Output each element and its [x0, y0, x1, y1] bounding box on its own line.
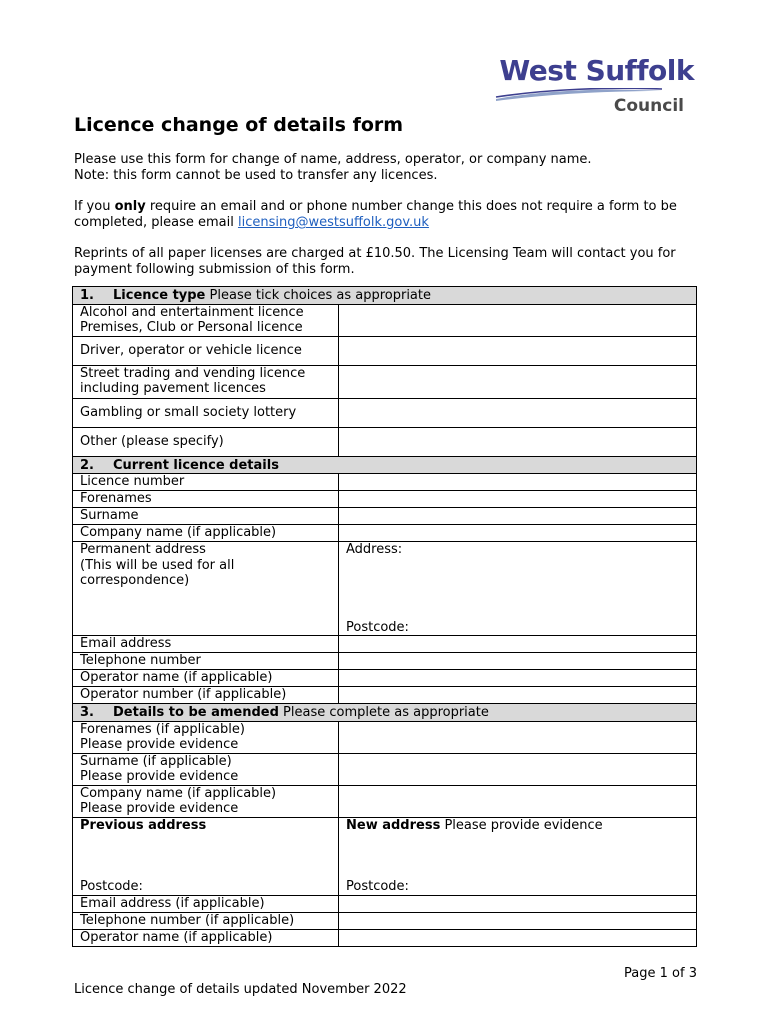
new-telephone-input[interactable]	[339, 912, 697, 929]
field-label: Licence number	[73, 474, 339, 491]
new-email-input[interactable]	[339, 895, 697, 912]
section-1-header	[73, 287, 697, 305]
intro-line-1: Please use this form for change of name, address, operator, or company name.	[74, 152, 592, 167]
new-postcode-label: Postcode:	[346, 879, 409, 894]
permanent-address-note: (This will be used for all correspondence)	[80, 557, 235, 588]
field-label: Telephone number (if applicable)	[73, 912, 339, 929]
section-1-title: Licence type	[113, 288, 206, 303]
amend-label-cell	[73, 785, 339, 817]
field-label: Operator name (if applicable)	[73, 670, 339, 687]
operator-number-input[interactable]	[339, 687, 697, 704]
logo-wordmark: West Suffolk	[499, 54, 694, 87]
field-label: Telephone number	[73, 653, 339, 670]
amend-label-cell	[73, 753, 339, 785]
amend-sublabel: Please provide evidence	[80, 737, 239, 752]
section-2-title: Current licence details	[113, 457, 279, 473]
amend-label: Company name (if applicable)	[80, 785, 277, 801]
field-label: Email address	[73, 636, 339, 653]
intro-paragraph-1	[74, 152, 699, 184]
intro-paragraph-2	[74, 199, 699, 231]
page-number: Page 1 of 3	[624, 966, 697, 981]
previous-address-label: Previous address	[80, 817, 207, 833]
field-label: Company name (if applicable)	[73, 525, 339, 542]
address-label: Address:	[346, 542, 403, 557]
licence-type-label: Street trading and vending licence including pavement licences	[73, 365, 339, 398]
section-3-number: 3.	[80, 705, 94, 720]
field-label: Operator name (if applicable)	[73, 929, 339, 946]
section-1-number: 1.	[80, 288, 94, 303]
new-forenames-input[interactable]	[339, 721, 697, 753]
permanent-address-label: Permanent address	[80, 542, 206, 557]
section-3-header	[73, 704, 697, 722]
page-title: Licence change of details form	[74, 114, 404, 136]
licence-type-tick-street-trading[interactable]	[339, 365, 697, 398]
section-2-number: 2.	[80, 457, 94, 473]
permanent-address-input[interactable]	[339, 542, 697, 636]
amend-sublabel: Please provide evidence	[80, 769, 239, 784]
footer-updated: Licence change of details updated November 2022	[74, 982, 407, 997]
licence-type-tick-gambling[interactable]	[339, 398, 697, 427]
para2-text-mid: require an email and or phone number change this does not require a form to be completed, please email	[74, 199, 677, 230]
licence-change-form-table	[72, 286, 697, 947]
company-name-input[interactable]	[339, 525, 697, 542]
para2-text-start: If you	[74, 199, 115, 214]
new-operator-name-input[interactable]	[339, 929, 697, 946]
section-1-note: Please tick choices as appropriate	[205, 288, 431, 303]
field-label: Surname	[73, 508, 339, 525]
surname-input[interactable]	[339, 508, 697, 525]
licence-type-label: Alcohol and entertainment licence Premises, Club or Personal licence	[73, 304, 339, 336]
new-address-note: Please provide evidence	[440, 817, 603, 833]
amend-sublabel: Please provide evidence	[80, 801, 239, 816]
forenames-input[interactable]	[339, 491, 697, 508]
para2-emphasis: only	[114, 199, 146, 214]
new-surname-input[interactable]	[339, 753, 697, 785]
new-company-name-input[interactable]	[339, 785, 697, 817]
intro-paragraph-3: Reprints of all paper licenses are charged at £10.50. The Licensing Team will contact you for payment following submission of this form.	[74, 246, 676, 277]
licence-type-label: Driver, operator or vehicle licence	[73, 336, 339, 365]
licence-type-tick-driver[interactable]	[339, 336, 697, 365]
section-3-note: Please complete as appropriate	[278, 705, 489, 720]
field-label: Email address (if applicable)	[73, 895, 339, 912]
field-label: Operator number (if applicable)	[73, 687, 339, 704]
amend-label: Surname (if applicable)	[80, 753, 232, 769]
amend-label: Forenames (if applicable)	[80, 721, 245, 737]
section-3-title: Details to be amended	[113, 705, 279, 720]
telephone-input[interactable]	[339, 653, 697, 670]
intro-line-2: Note: this form cannot be used to transfer any licences.	[74, 168, 438, 183]
licence-number-input[interactable]	[339, 474, 697, 491]
amend-label-cell	[73, 721, 339, 753]
field-label: Forenames	[73, 491, 339, 508]
licence-type-other-input[interactable]	[339, 427, 697, 456]
licence-type-tick-alcohol[interactable]	[339, 304, 697, 336]
email-input[interactable]	[339, 636, 697, 653]
licence-type-label: Gambling or small society lottery	[73, 398, 339, 427]
new-address-label: New address	[346, 817, 441, 833]
operator-name-input[interactable]	[339, 670, 697, 687]
licensing-email-link[interactable]: licensing@westsuffolk.gov.uk	[237, 215, 429, 230]
council-logo	[488, 54, 698, 122]
permanent-address-label-cell	[73, 542, 339, 636]
section-2-header	[73, 456, 697, 474]
logo-council: Council	[613, 96, 684, 116]
previous-address-input[interactable]	[73, 817, 339, 895]
postcode-label: Postcode:	[346, 619, 409, 635]
new-address-heading	[346, 818, 689, 834]
licence-type-label: Other (please specify)	[73, 427, 339, 456]
new-address-input[interactable]	[339, 817, 697, 895]
previous-postcode-label: Postcode:	[80, 879, 143, 894]
